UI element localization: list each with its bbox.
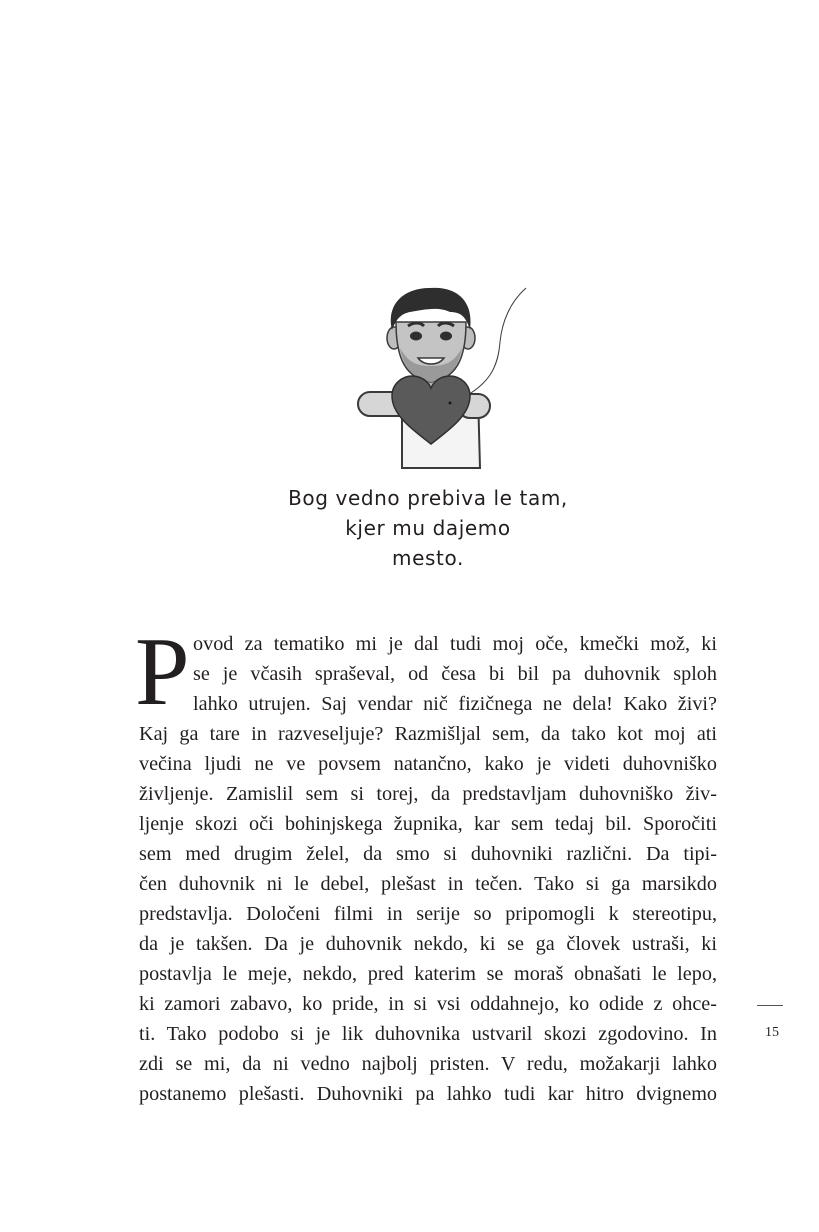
text-line (139, 629, 717, 659)
text-line (139, 719, 717, 749)
priest-heart-illustration (350, 282, 540, 472)
string-knot (449, 402, 452, 405)
text-line-content: ljenje skozi oči bohinjskega župnika, kar sem tedaj bil. Sporočiti (139, 813, 717, 835)
body-paragraph (135, 618, 717, 1109)
text-line-content: večina ljudi ne ve povsem natančno, kako je videti duhovniško (139, 753, 717, 775)
text-line (139, 1019, 717, 1049)
text-line (139, 1079, 717, 1109)
text-line-content: postanemo plešasti. Duhovniki pa lahko tudi kar hitro dvignemo (139, 1083, 717, 1105)
text-line-content: lahko utrujen. Saj vendar nič fizičnega ne dela! Kako živi? (193, 693, 717, 715)
text-line (139, 689, 717, 719)
text-line (139, 929, 717, 959)
right-eye (440, 332, 452, 341)
text-line-content: ti. Tako podobo si je lik duhovnika ustvaril skozi zgodovino. In (139, 1023, 717, 1045)
text-line (139, 779, 717, 809)
illustration-caption (200, 483, 656, 573)
text-line (139, 869, 717, 899)
text-line (139, 659, 717, 689)
text-line-content: predstavlja. Določeni filmi in serije so pripomogli k stereotipu, (139, 903, 717, 925)
text-line-content: ki zamori zabavo, ko pride, in si vsi oddahnejo, ko odide z ohce- (139, 993, 717, 1015)
text-line-content: postavlja le meje, nekdo, pred katerim se moraš obnašati le lepo, (139, 963, 717, 985)
text-line-content: čen duhovnik ni le debel, plešast in tečen. Tako si ga marsikdo (139, 873, 717, 895)
text-line-content: zdi se mi, da ni vedno najbolj pristen. V redu, možakarji lahko (139, 1053, 717, 1075)
left-eye (410, 332, 422, 341)
text-line-content: življenje. Zamislil sem si torej, da predstavljam duhovniško živ- (139, 783, 717, 805)
caption-line: mesto. (392, 546, 464, 570)
text-line (139, 989, 717, 1019)
text-line (139, 899, 717, 929)
folio-rule (757, 1005, 783, 1006)
text-line-content: sem med drugim želel, da smo si duhovniki različni. Da tipi- (139, 843, 717, 865)
text-line (139, 839, 717, 869)
text-line (139, 749, 717, 779)
drop-cap: P (135, 618, 190, 726)
caption-line: Bog vedno prebiva le tam, (288, 486, 568, 510)
text-line (139, 809, 717, 839)
text-line-content: Kaj ga tare in razveseljuje? Razmišljal sem, da tako kot moj ati (139, 723, 717, 745)
page-number: 15 (765, 1025, 779, 1040)
text-line (139, 959, 717, 989)
text-line (139, 1049, 717, 1079)
caption-line: kjer mu dajemo (345, 516, 511, 540)
text-line-content: ovod za tematiko mi je dal tudi moj oče, kmečki mož, ki (193, 633, 717, 655)
text-line-content: da je takšen. Da je duhovnik nekdo, ki se ga človek ustraši, ki (139, 933, 717, 955)
text-line-content: se je včasih spraševal, od česa bi bil pa duhovnik sploh (193, 663, 717, 685)
